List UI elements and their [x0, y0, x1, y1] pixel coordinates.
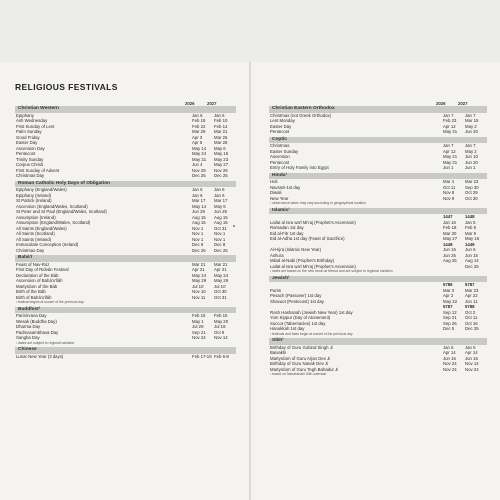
date-year-b: Oct 11	[465, 315, 478, 320]
date-year-a: Nov 1	[192, 225, 204, 231]
date-year-a: Nov 1	[192, 231, 204, 236]
date-year-b: Oct 31	[214, 294, 227, 300]
festival-name: Immaculate Conception (Ireland)	[16, 242, 79, 247]
date-year-a: 5786	[443, 282, 453, 287]
date-year-a: Mar 17	[192, 198, 206, 203]
date-year-a: Feb 18	[192, 118, 206, 123]
date-year-b: Nov 14	[214, 335, 228, 340]
date-year-a: Feb 18	[443, 225, 457, 230]
section-footnote: ¹ dates are based on the new moon at Mecca and are subject to regional variation	[270, 269, 393, 273]
festival-name: First Sunday of Lent	[16, 123, 55, 129]
festival-name: Lunar New Year (3 days)	[16, 353, 64, 359]
date-year-b: Dec 25	[465, 263, 479, 269]
date-year-a: Apr 5	[192, 140, 203, 145]
date-year-a: May 21	[443, 154, 458, 159]
date-year-b: Mar 21	[214, 261, 228, 267]
date-year-b: Jun 16	[465, 355, 478, 361]
date-year-b: Mar 28	[214, 140, 228, 145]
date-year-b: 1448	[465, 214, 475, 219]
festival-name: Shavuot (Pentecost) 1st day	[270, 298, 324, 304]
festival-name: Purim	[270, 287, 282, 293]
date-year-a: Nov 8	[443, 190, 455, 195]
festival-section-islamic	[269, 208, 487, 274]
date-year-b: Oct 31	[214, 225, 227, 231]
date-year-b: 1449	[465, 241, 475, 247]
date-year-a: Nov 24	[443, 361, 457, 366]
date-year-a: May 31	[443, 159, 458, 165]
festival-name: Pentecost	[270, 159, 290, 165]
section-heading: Hindu¹	[269, 173, 487, 180]
festival-name: Entry of Holy Family into Egypt	[270, 165, 329, 170]
year-header-a-right: 2026	[436, 101, 446, 106]
festival-name: Assumption (Ireland)	[16, 214, 56, 220]
date-year-b: Jun 29	[214, 209, 227, 214]
festival-name: Succot (Tabernacles) 1st day	[270, 320, 326, 326]
festival-name: Wesak (Buddha Day)	[16, 318, 57, 324]
festival-name: Ascension of Bahá'u'lláh	[16, 278, 63, 283]
festival-name: Birth of the Báb	[16, 289, 46, 294]
festival-row	[15, 335, 236, 341]
festival-row	[269, 326, 487, 332]
date-year-b: Sep 30	[465, 184, 479, 190]
date-year-a: Mar 4	[443, 179, 454, 184]
date-year-a: Dec 25	[192, 247, 206, 253]
date-year-a	[443, 264, 465, 270]
date-year-a: May 24	[192, 151, 207, 156]
date-year-a: May 27	[443, 236, 458, 241]
section-footnote: ¹ observance dates may vary according to geographical location	[270, 201, 366, 205]
date-year-a: Mar 29	[192, 129, 206, 134]
section-footnote: ¹ dates are subject to regional variation	[16, 340, 75, 345]
date-year-b: Mar 21	[214, 129, 228, 134]
date-year-b: Feb 8	[465, 225, 476, 230]
section-heading: Bahá'í	[15, 255, 236, 262]
date-year-a: May 14	[192, 203, 207, 209]
section-heading: Chinese	[15, 347, 236, 354]
date-year-a: Feb 22	[192, 123, 206, 129]
date-year-b: Jun 20	[465, 159, 478, 165]
date-year-a: Jun 29	[192, 209, 205, 214]
festival-name: Good Friday	[16, 134, 40, 140]
festival-name: Declaration of the Báb	[16, 272, 59, 278]
date-year-b: Nov 24	[465, 366, 479, 372]
date-year-a: Nov 24	[443, 366, 457, 372]
date-year-a: Jan 6	[192, 187, 203, 192]
festival-section-buddhist	[15, 307, 236, 346]
festival-name: Holi	[270, 179, 278, 184]
festival-name: Christmas	[270, 143, 290, 148]
date-year-b: Oct 2	[465, 309, 476, 315]
date-year-a: Jun 16	[443, 355, 456, 361]
festival-name: Diwali	[270, 190, 282, 195]
date-year-b: Jun 6	[465, 247, 476, 252]
date-year-a: May 29	[192, 278, 207, 283]
section-footnote: ¹ festivals and fasts begin at sunset of the previous day	[270, 331, 353, 336]
date-year-a: Apr 3	[192, 134, 203, 140]
festival-name: Christmas Day	[16, 247, 45, 253]
date-year-b: Oct 29	[465, 190, 478, 195]
festival-name: Al-Hijra (Islamic New Year)	[270, 247, 322, 252]
date-year-a: 5787	[443, 304, 453, 309]
date-year-b: May 29	[214, 278, 229, 283]
date-year-a: Sep 12	[443, 309, 457, 315]
date-year-a: May 1	[192, 318, 204, 324]
festival-section-christian-eastern-orthodox	[269, 106, 487, 135]
page-title: RELIGIOUS FESTIVALS	[15, 82, 118, 92]
date-year-b: Aug 15	[214, 220, 228, 225]
festival-name: Parinirvana Day	[16, 313, 47, 318]
date-year-b: Jun 11	[465, 298, 478, 304]
date-year-b: Jul 10	[214, 283, 226, 289]
date-year-b: May 2	[465, 123, 477, 129]
section-heading: Sikh¹	[269, 338, 487, 345]
date-year-b: Oct 30	[214, 289, 227, 294]
festival-name: Palm Sunday	[16, 129, 42, 134]
date-year-b: Jan 7	[465, 112, 476, 118]
festival-name: Ascension	[270, 154, 290, 159]
date-year-a: Jun 4	[192, 162, 203, 167]
festival-name: Navratri-1st day	[270, 184, 301, 190]
date-year-a: May 22	[443, 298, 458, 304]
festival-name: First Sunday of Advent	[16, 167, 60, 173]
festival-section-coptic	[269, 137, 487, 171]
festival-name: Birthday of Guru Nanak Dev Ji	[270, 361, 329, 366]
date-year-a: Feb 23	[443, 118, 457, 123]
date-year-a: Jan 7	[443, 112, 454, 118]
festival-name: Ascension Day	[16, 145, 45, 151]
festival-name: Epiphany	[16, 112, 34, 118]
festival-name: Rosh Hashanah (Jewish New Year) 1st day	[270, 309, 353, 315]
date-year-b: May 16	[465, 236, 480, 241]
right-column	[269, 106, 487, 379]
section-heading: Christian Eastern Orthodox	[269, 106, 487, 113]
festival-name: Pentecost	[270, 129, 290, 134]
date-year-b: Oct 16	[465, 320, 478, 326]
date-year-a: 1447	[443, 214, 453, 219]
festival-name: Epiphany (England/Wales)	[16, 187, 67, 192]
date-year-a: Mar 20	[443, 230, 457, 236]
date-year-a: Jan 6	[192, 192, 203, 198]
date-year-a: Jan 7	[443, 143, 454, 148]
festival-row	[15, 173, 236, 179]
date-year-a: Dec 5	[443, 326, 455, 331]
festival-name: All Saints (Ireland)	[16, 236, 52, 242]
date-year-a: Oct 11	[443, 184, 456, 190]
date-year-a: Jul 10	[192, 283, 204, 289]
date-year-b: Jan 5	[465, 219, 476, 225]
date-year-b: Jun 20	[465, 129, 478, 134]
date-year-a: Dec 25	[192, 173, 206, 178]
date-year-b: Dec 25	[214, 247, 228, 253]
date-year-b: 5788	[465, 304, 475, 309]
festival-name: Easter Day	[16, 140, 38, 145]
date-year-b: Feb 14	[214, 123, 228, 129]
date-year-a: Aug 15	[192, 214, 206, 220]
date-year-b: Mar 23	[465, 179, 479, 184]
date-year-b: Jan 6	[214, 112, 225, 118]
date-year-b: Jun 15	[465, 252, 478, 258]
festival-name: Birthday of Guru Gobind Singh Ji	[270, 344, 333, 350]
year-header-a-left: 2026	[185, 101, 195, 106]
festival-name: Sangha Day	[16, 335, 40, 340]
date-year-b: May 6	[214, 145, 226, 151]
date-year-b: Dec 8	[214, 242, 226, 247]
section-footnote: ¹ based on Nanakshahi Sikh calendar	[270, 372, 327, 376]
festival-name: Assumption (England/Wales, Scotland)	[16, 220, 91, 225]
festival-name: Trinity Sunday	[16, 156, 44, 162]
festival-name: Corpus Christi	[16, 162, 44, 167]
date-year-a: Mar 21	[192, 261, 206, 267]
date-year-b: Nov 14	[465, 361, 479, 366]
section-footnote: ¹ festival begins at sunset of the previous day	[16, 300, 84, 304]
date-year-b: May 27	[214, 162, 229, 167]
date-year-b: Jul 18	[214, 324, 226, 329]
date-year-b: May 16	[214, 151, 229, 156]
date-year-b: Nov 1	[214, 236, 226, 242]
date-year-a: Apr 2	[443, 293, 454, 298]
festival-name: Christmas (not Greek Orthodox)	[270, 112, 332, 118]
festival-name: Christmas Day	[16, 173, 45, 178]
festival-name: Lailat al Isra wa'l Mi'raj (Prophet's Ascension)	[270, 263, 356, 269]
date-year-b: Mar 26	[214, 134, 228, 140]
date-year-a: Nov 29	[192, 167, 206, 173]
date-year-a: May 31	[192, 156, 207, 162]
left-column	[15, 106, 236, 361]
date-year-a: Sep 21	[192, 329, 206, 335]
festival-name: Easter Sunday	[270, 148, 299, 154]
festival-section-chinese	[15, 347, 236, 359]
date-year-a: Jun 25	[443, 252, 456, 258]
date-year-a: Apr 21	[192, 267, 205, 272]
date-year-b: Apr 22	[465, 293, 478, 298]
festival-name: St Peter and St Paul (England/Wales, Scotland)	[16, 209, 107, 214]
date-year-b: Nov 1	[214, 231, 226, 236]
festival-section-christian-western	[15, 106, 236, 179]
date-year-a: Mar 3	[443, 287, 454, 293]
date-year-b: Mar 15	[465, 118, 479, 123]
festival-name: Epiphany (Ireland)	[16, 192, 52, 198]
year-header-b-left: 2027	[207, 101, 217, 106]
festival-row	[15, 354, 236, 360]
date-year-b: Jan 6	[214, 192, 225, 198]
date-year-b: May 24	[214, 272, 229, 278]
festival-section-roman-catholic-holy-days-of-obligation	[15, 181, 236, 254]
date-year-a: Jul 29	[192, 324, 204, 329]
date-year-a: Jun 1	[443, 165, 454, 170]
date-year-a: Sep 21	[443, 315, 457, 320]
date-year-b: Feb 6-8	[214, 353, 229, 359]
date-year-a: Jun 16	[443, 247, 456, 252]
festival-name: Eid al-Fitr 1st day	[270, 230, 304, 236]
section-heading: Christian Western	[15, 106, 236, 113]
year-header-b-right: 2027	[458, 101, 468, 106]
festival-name: First Day of Ridván Festival	[16, 267, 69, 272]
festival-name: Lailat al Isra wa'l Mi'raj (Prophet's Ascension)	[270, 219, 356, 225]
date-year-b: Mar 17	[214, 198, 228, 203]
date-year-a: Dec 8	[192, 242, 204, 247]
date-year-b: Jan 7	[465, 143, 476, 148]
date-year-b: Feb 15	[214, 313, 228, 318]
date-year-b: Feb 10	[214, 118, 228, 123]
date-year-a: Feb 15	[192, 313, 206, 318]
date-year-b: Jun 1	[465, 165, 476, 170]
date-year-b: Mar 23	[465, 287, 479, 293]
date-year-b: Jan 5	[465, 344, 476, 350]
festival-name: Ascension (England/Wales, Scotland)	[16, 203, 88, 209]
date-year-b: May 23	[214, 156, 229, 162]
date-year-a: May 31	[443, 129, 458, 134]
date-year-b: Oct 9	[214, 329, 225, 335]
date-year-a: Sep 26	[443, 320, 457, 326]
festival-section-jewish	[269, 276, 487, 337]
festival-name: All Saints (England/Wales)	[16, 225, 67, 231]
section-heading: Islamic¹	[269, 208, 487, 215]
festival-name: Birth of Bahá'u'lláh	[16, 294, 52, 300]
date-year-a: Nov 10	[192, 289, 206, 294]
festival-name: Ash Wednesday	[16, 118, 48, 123]
date-year-b: Apr 14	[465, 350, 478, 355]
festival-row	[269, 165, 487, 171]
festival-section-hindu	[269, 173, 487, 206]
date-year-a: Jan 5	[443, 344, 454, 350]
festival-name: Martyrdom of Guru Tegh Bahadur Ji	[270, 366, 339, 372]
date-year-a: 1448	[443, 241, 453, 247]
date-year-a: Aug 25	[443, 258, 457, 263]
festival-name: Hanukkah 1st day	[270, 326, 305, 331]
festival-section-bah	[15, 255, 236, 305]
festival-name: Baisakhi	[270, 350, 287, 355]
date-year-a: Apr 14	[443, 350, 456, 355]
date-year-a: May 14	[192, 145, 207, 151]
date-year-a: Nov 1	[192, 236, 204, 242]
festival-name: Easter Day	[270, 123, 292, 129]
date-year-a: May 24	[192, 272, 207, 278]
festival-name: Padmasambhava Day	[16, 329, 59, 335]
date-year-b: Dec 25	[214, 173, 228, 178]
festival-name: Pesach (Passover) 1st day	[270, 293, 322, 298]
date-year-a: Nov 11	[192, 294, 206, 300]
date-year-b: Dec 25	[465, 326, 479, 331]
date-year-b: May 20	[214, 318, 229, 324]
section-heading: Jewish¹	[269, 276, 487, 283]
date-year-a: Jan 6	[192, 112, 203, 118]
festival-name: Martyrdom of the Báb	[16, 283, 58, 289]
festival-name: Ashura	[270, 252, 284, 258]
date-year-b: Jun 10	[465, 154, 478, 159]
date-year-b: Mar 9	[465, 230, 476, 236]
festival-name: All Saints (Scotland)	[16, 231, 55, 236]
date-year-a: Feb 17-19	[192, 353, 212, 359]
festival-name: Milad al-Nabi (Prophet's Birthday)	[270, 258, 335, 263]
date-year-b: May 6	[214, 203, 226, 209]
date-year-b: Apr 21	[214, 267, 227, 272]
section-heading: Roman Catholic Holy Days of Obligation	[15, 181, 236, 188]
date-year-b: Oct 30	[465, 195, 478, 201]
festival-name: Pentecost	[16, 151, 36, 156]
festival-name: New Year	[270, 195, 289, 201]
date-year-b: Aug 15	[214, 214, 228, 220]
festival-name: Dharma Day	[16, 324, 41, 329]
festival-name: Yom Kippur (Day of Atonement)	[270, 315, 331, 320]
date-year-a: Jan 16	[443, 219, 456, 225]
festival-row	[269, 129, 487, 135]
date-year-a: Nov 9	[443, 195, 455, 201]
festival-name: Ramadan 1st day	[270, 225, 304, 230]
festival-name: St Patrick (Ireland)	[16, 198, 52, 203]
date-year-b: Nov 28	[214, 167, 228, 173]
festival-row	[15, 248, 236, 254]
date-year-a: Nov 24	[192, 335, 206, 340]
date-year-b: Jan 6	[214, 187, 225, 192]
festival-name: Feast of Nav-Rúz	[16, 261, 50, 267]
festival-section-sikh	[269, 338, 487, 377]
festival-name: Lent Monday	[270, 118, 295, 123]
date-year-b: May 2	[465, 148, 477, 154]
date-year-a: Aug 15	[192, 220, 206, 225]
date-year-b: Aug 14	[465, 258, 479, 263]
section-heading: Buddhist¹	[15, 307, 236, 314]
festival-name: Eid al-Adha 1st day (Feast of Sacrifice)	[270, 236, 345, 241]
date-year-a: Apr 12	[443, 123, 456, 129]
date-year-b: 5787	[465, 282, 475, 287]
section-heading: Coptic	[269, 137, 487, 144]
date-year-a: Apr 12	[443, 148, 456, 154]
festival-name: Martyrdom of Guru Arjan Dev Ji	[270, 355, 331, 361]
